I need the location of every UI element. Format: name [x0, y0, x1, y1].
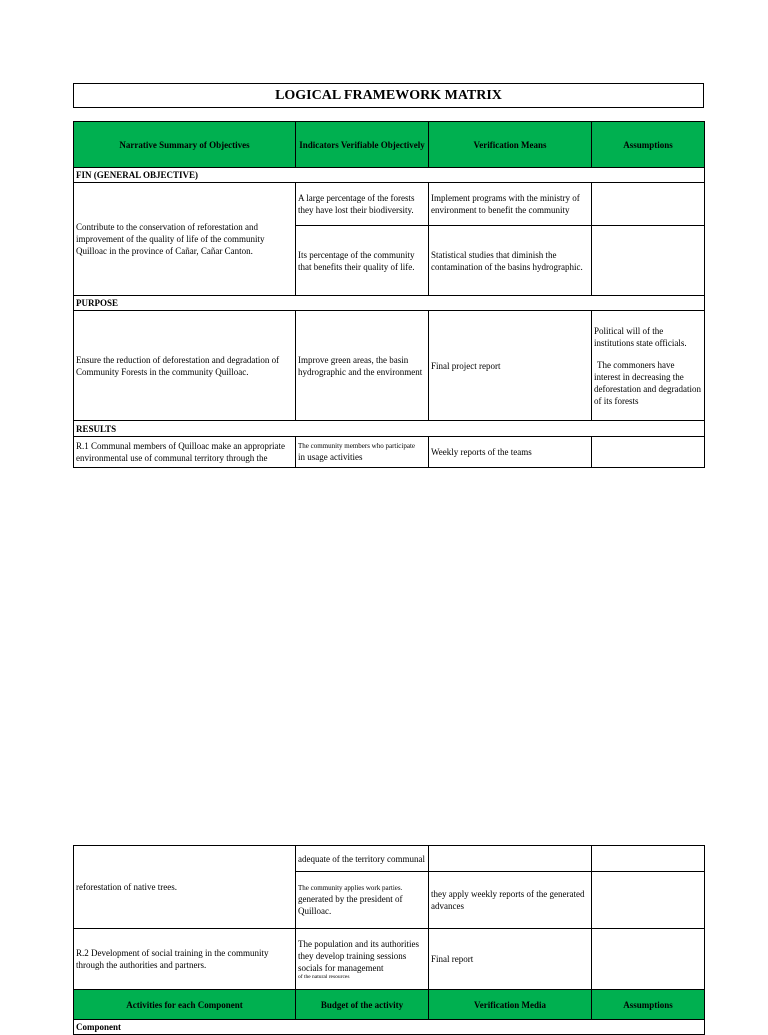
r1-cont-narrative: reforestation of native trees. — [74, 846, 296, 929]
fin-indicator-1: A large percentage of the forests they have lost their biodiversity. — [296, 183, 429, 226]
header-row-activities — [74, 990, 705, 1020]
purpose-verification: Final project report — [429, 311, 592, 421]
fin-indicator-2: Its percentage of the community that benefits their quality of life. — [296, 226, 429, 296]
header-verification: Verification Means — [429, 122, 592, 168]
r2-assumption — [592, 929, 705, 990]
r1-b-indicator — [296, 872, 429, 929]
fin-narrative: Contribute to the conservation of reforestation and improvement of the quality of life of the community Quilloac in the province of Cañar, Cañar Canton. — [74, 183, 296, 296]
r1-cont-verification — [429, 846, 592, 872]
r1-b-indicator-text: generated by the president of Quilloac. — [298, 894, 403, 916]
r1-cont-indicator: adequate of the territory communal — [296, 846, 429, 872]
r1-b-verification: they apply weekly reports of the generated advances — [429, 872, 592, 929]
page-title: LOGICAL FRAMEWORK MATRIX — [73, 83, 704, 108]
fin-assumption-1 — [592, 183, 705, 226]
purpose-indicator: Improve green areas, the basin hydrographic and the environment — [296, 311, 429, 421]
section-row-fin — [74, 168, 705, 183]
section-label-purpose: PURPOSE — [74, 296, 705, 311]
r1-cont-assumption — [592, 846, 705, 872]
r1-indicator — [296, 437, 429, 468]
r1-assumption — [592, 437, 705, 468]
header-indicators: Indicators Verifiable Objectively — [296, 122, 429, 168]
header-budget: Budget of the activity — [296, 990, 429, 1020]
section-label-results: RESULTS — [74, 421, 705, 437]
header-assumptions: Assumptions — [592, 122, 705, 168]
table-row — [74, 929, 705, 990]
r2-narrative: R.2 Development of social training in the community through the authorities and partners. — [74, 929, 296, 990]
logframe-table-lower — [73, 845, 705, 1035]
r1-b-indicator-small: The community applies work parties. — [298, 884, 403, 892]
r1-verification: Weekly reports of the teams — [429, 437, 592, 468]
fin-verification-2: Statistical studies that diminish the contamination of the basins hydrographic. — [429, 226, 592, 296]
header-row — [74, 122, 705, 168]
purpose-assumption-1: Political will of the institutions state officials. — [594, 325, 687, 348]
r1-indicator-small: The community members who participate — [298, 442, 416, 450]
table-row — [74, 311, 705, 421]
section-row-results — [74, 421, 705, 437]
table-row — [74, 846, 705, 872]
header-verification-media: Verification Media — [429, 990, 592, 1020]
r2-indicator — [296, 929, 429, 990]
header-activities: Activities for each Component — [74, 990, 296, 1020]
table-row — [74, 437, 705, 468]
fin-verification-1: Implement programs with the ministry of environment to benefit the community — [429, 183, 592, 226]
section-label-fin: FIN (GENERAL OBJECTIVE) — [74, 168, 705, 183]
r1-indicator-text: in usage activities — [298, 452, 363, 462]
fin-assumption-2 — [592, 226, 705, 296]
section-label-component: Component — [74, 1020, 705, 1035]
header-assumptions-2: Assumptions — [592, 990, 705, 1020]
section-row-component — [74, 1020, 705, 1035]
lower-table-clip — [72, 845, 705, 1032]
r2-indicator-text: The population and its authorities they develop training sessions socials for management — [298, 938, 419, 973]
purpose-narrative: Ensure the reduction of deforestation and degradation of Community Forests in the community Quilloac. — [74, 311, 296, 421]
purpose-assumptions — [592, 311, 705, 421]
purpose-assumption-2: The commoners have interest in decreasing the deforestation and degradation of its forests — [594, 359, 701, 406]
table-row — [74, 183, 705, 226]
r2-verification: Final report — [429, 929, 592, 990]
logframe-table-upper — [73, 121, 705, 468]
r1-b-assumption — [592, 872, 705, 929]
header-narrative: Narrative Summary of Objectives — [74, 122, 296, 168]
r2-indicator-tiny: of the natural resources — [298, 973, 350, 980]
r1-narrative: R.1 Communal members of Quilloac make an appropriate environmental use of communal territory through the — [74, 437, 296, 468]
section-row-purpose — [74, 296, 705, 311]
